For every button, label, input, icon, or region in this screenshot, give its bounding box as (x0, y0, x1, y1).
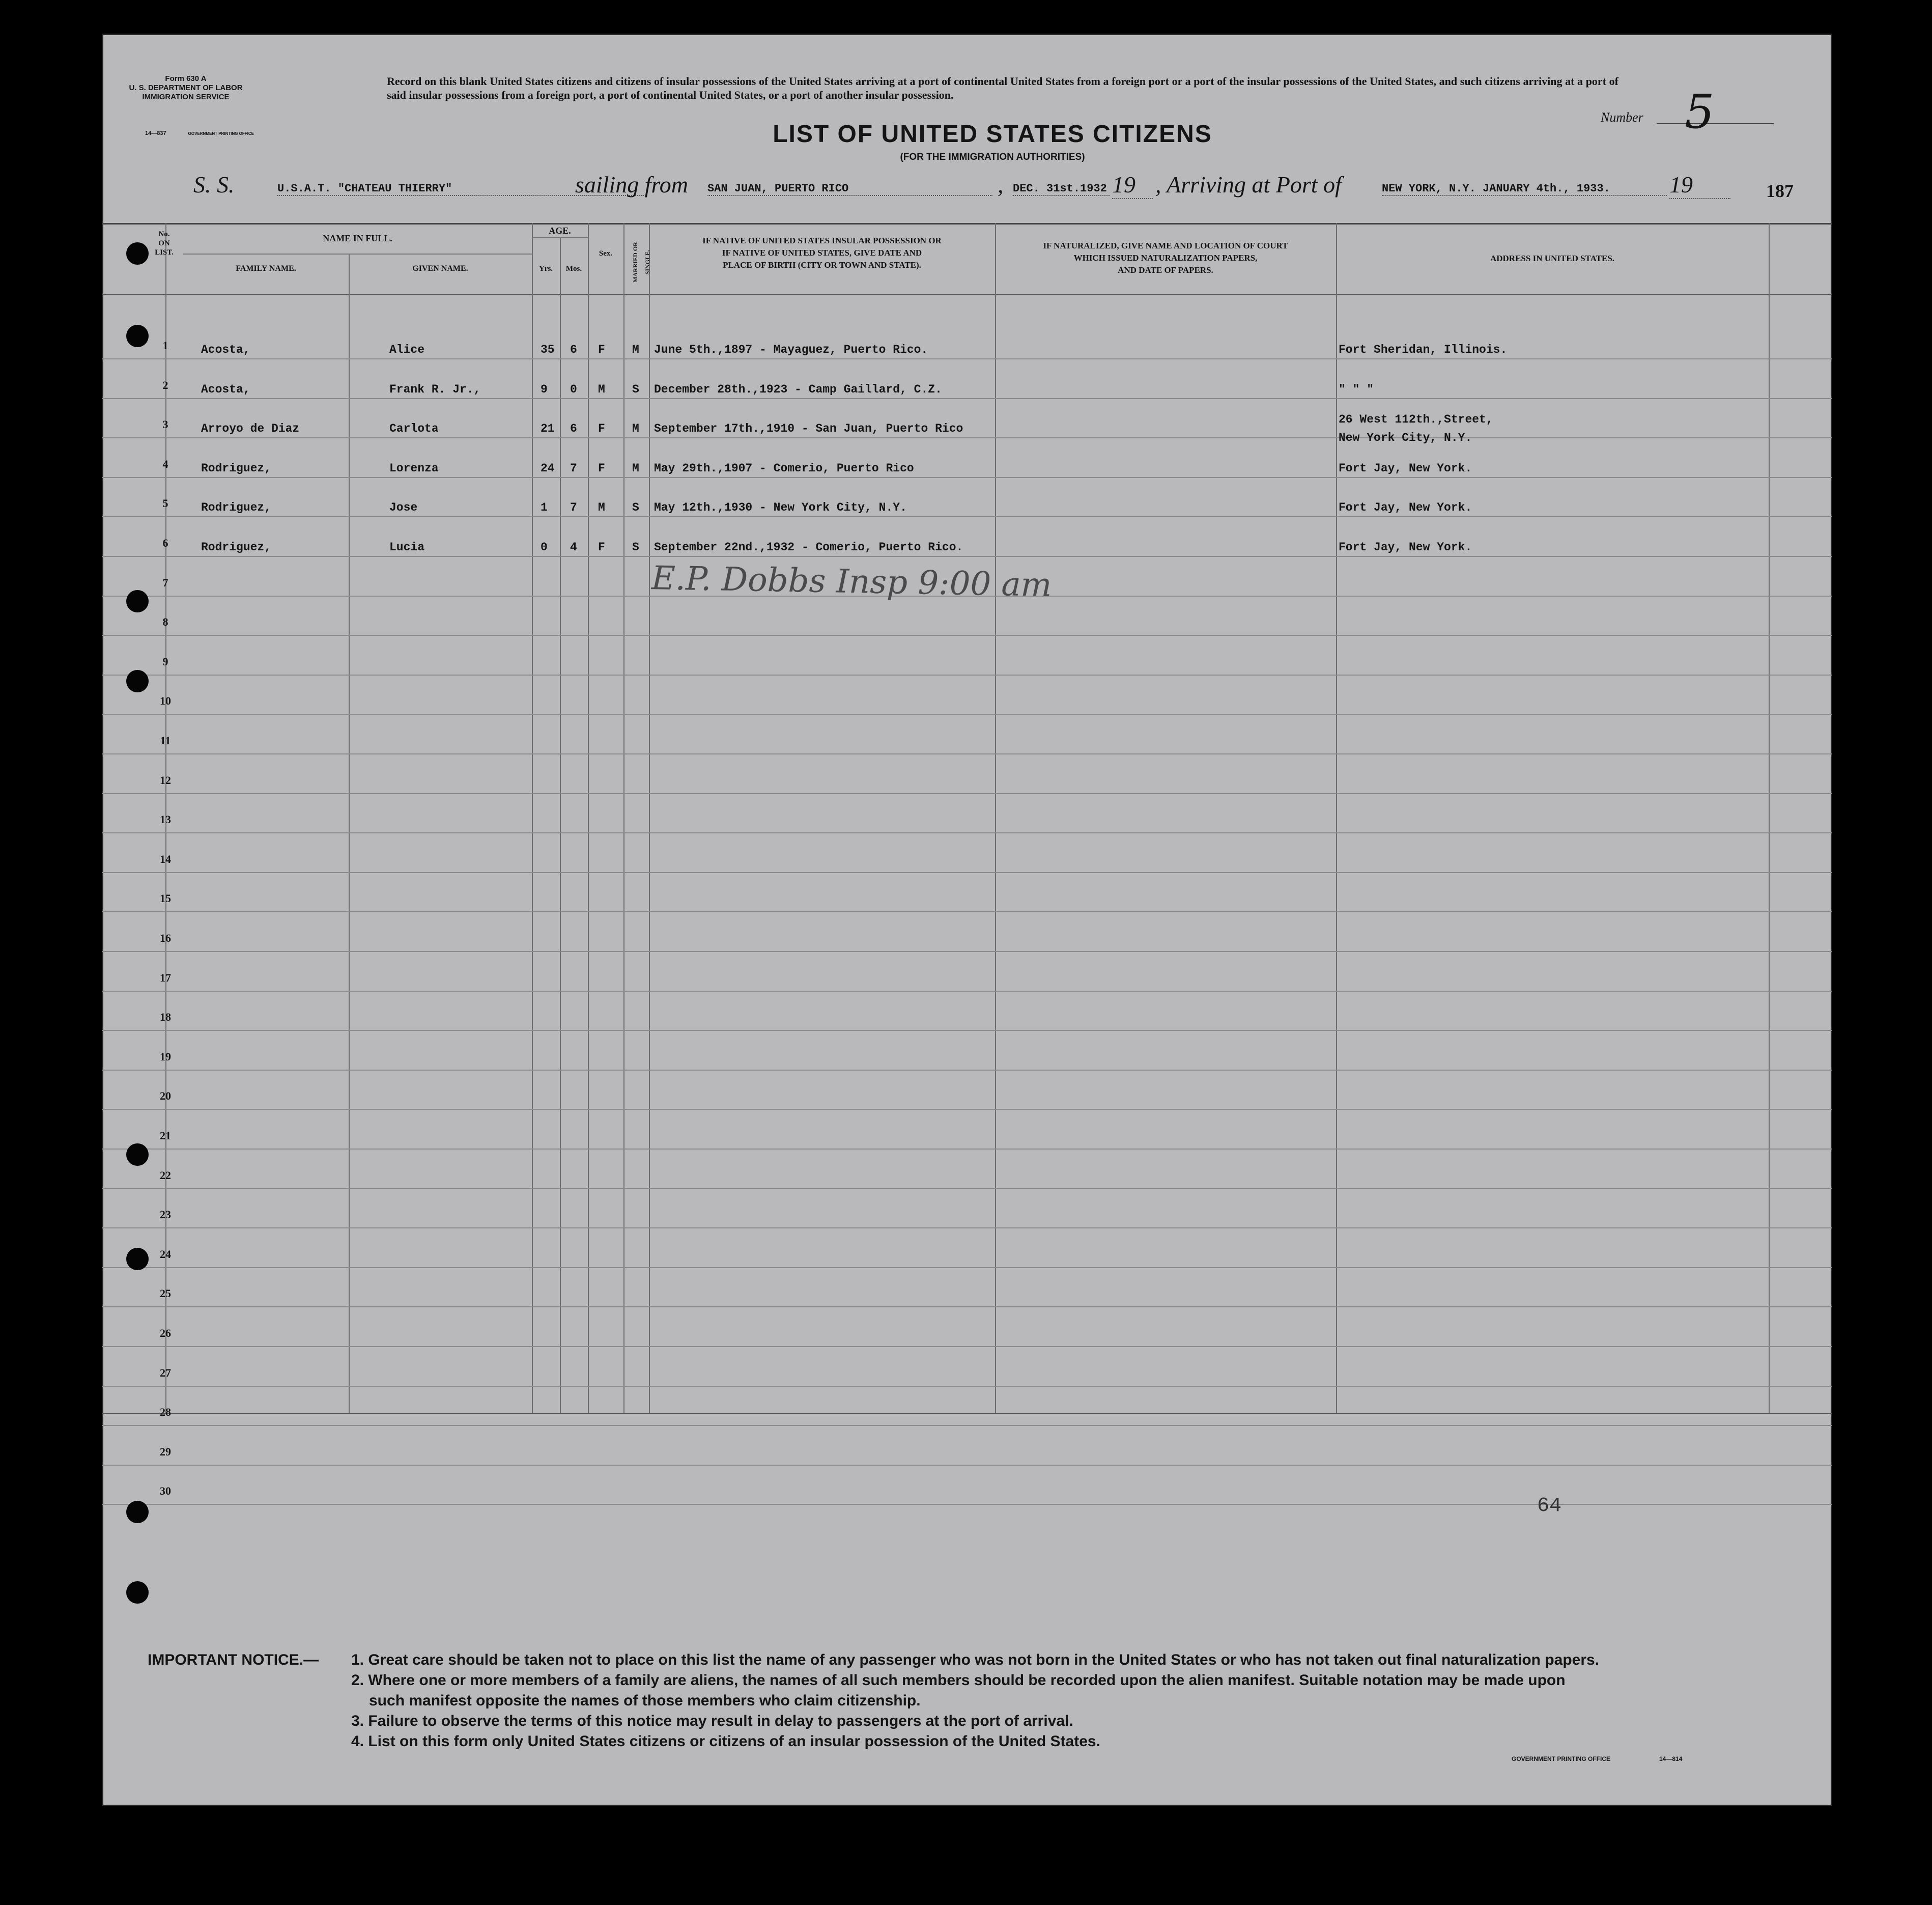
header-bottom-border (102, 294, 1832, 295)
entry-sex: M (598, 501, 605, 515)
row-rule (102, 1465, 1832, 1466)
row-number: 11 (160, 734, 171, 747)
notice-item: 1. Great care should be taken not to place on this list the name of any passenger who was not born in the United States or who has not taken out final naturalization papers. (351, 1651, 1600, 1668)
col-divider (649, 223, 650, 1413)
entry-family: Rodriguez, (201, 541, 272, 554)
entry-sex: M (598, 382, 605, 396)
form-id-block (127, 74, 244, 102)
name-header-rule (183, 254, 532, 255)
sailing-from-label: sailing from (575, 172, 688, 198)
entry-given: Carlota (389, 422, 439, 436)
bottom-number: 64 (1537, 1495, 1562, 1518)
row-number: 17 (160, 971, 171, 984)
row-rule (102, 675, 1832, 676)
entry-given: Jose (389, 501, 418, 515)
punch-hole (126, 1143, 149, 1166)
row-number: 8 (162, 615, 168, 629)
row-number: 10 (160, 694, 171, 708)
punch-hole (126, 590, 149, 612)
entry-mos: 4 (570, 541, 577, 554)
row-rule (102, 1386, 1832, 1387)
entry-given: Frank R. Jr., (389, 382, 481, 396)
header-text: ON (158, 239, 170, 247)
col-header-family: FAMILY NAME. (236, 264, 296, 273)
row-rule (102, 1227, 1832, 1228)
header-text: No. (158, 230, 170, 238)
entry-ms: S (632, 382, 639, 396)
entry-address: Fort Jay, New York. (1339, 501, 1472, 515)
row-rule (102, 358, 1832, 359)
entry-mos: 6 (570, 422, 577, 436)
punch-hole (126, 1581, 149, 1604)
footer-printer: GOVERNMENT PRINTING OFFICE (1512, 1755, 1611, 1762)
instruction-text: Record on this blank United States citizens and citizens of insular possessions of the United States arriving at a port of continental United States from a foreign port or a port of the insular possessions of the United States, and such citizens arriving at a port of said insular possessions from a foreign port, a port of continental United States, or a port of another insular possession. (387, 75, 1618, 101)
row-rule (102, 1188, 1832, 1189)
col-header-naturalized (995, 240, 1336, 276)
ship-name: U.S.A.T. "CHATEAU THIERRY" (277, 182, 644, 196)
col-header-mos: Mos. (565, 265, 582, 273)
col-header-no (145, 230, 183, 257)
form-title: LIST OF UNITED STATES CITIZENS (773, 121, 1212, 148)
row-number: 29 (160, 1445, 171, 1458)
row-number: 9 (162, 655, 168, 668)
entry-address: Fort Jay, New York. (1339, 541, 1472, 554)
comma: , (998, 172, 1004, 198)
printer-code (145, 130, 254, 136)
punch-hole (126, 325, 149, 347)
entry-yrs: 35 (541, 343, 555, 356)
entry-given: Lorenza (389, 461, 439, 475)
inspector-note: E.P. Dobbs Insp 9:00 am (651, 559, 1052, 604)
entry-yrs: 24 (541, 461, 555, 475)
row-number: 3 (162, 418, 168, 431)
entry-mos: 0 (570, 382, 577, 396)
col-header-given: GIVEN NAME. (412, 264, 468, 273)
row-rule (102, 832, 1832, 833)
entry-ms: M (632, 343, 639, 356)
row-rule (102, 1346, 1832, 1347)
number-label: Number (1601, 110, 1643, 125)
row-number: 4 (162, 457, 168, 470)
header-text: PLACE OF BIRTH (CITY OR TOWN AND STATE). (723, 260, 921, 270)
manifest-sheet (102, 34, 1832, 1806)
col-divider (995, 223, 996, 1413)
row-number: 19 (160, 1050, 171, 1063)
col-header-sex: Sex. (599, 249, 613, 258)
row-number: 27 (160, 1366, 171, 1379)
header-text: WHICH ISSUED NATURALIZATION PAPERS, (1073, 253, 1258, 263)
entry-birth: May 29th.,1907 - Comerio, Puerto Rico (654, 461, 914, 475)
col-divider (588, 223, 589, 1413)
row-number: 16 (160, 932, 171, 944)
notice-item: 4. List on this form only United States citizens or citizens of an insular possession of the United States. (351, 1733, 1100, 1750)
row-number: 26 (160, 1327, 171, 1339)
entry-sex: F (598, 422, 605, 436)
year-prefix: 19 (1112, 171, 1153, 199)
entry-yrs: 0 (541, 541, 548, 554)
row-number: 23 (160, 1208, 171, 1221)
entry-ms: M (632, 461, 639, 475)
row-number: 15 (160, 892, 171, 905)
entry-mos: 7 (570, 501, 577, 515)
entry-yrs: 21 (541, 422, 555, 436)
row-number: 13 (160, 813, 171, 826)
list-number: 5 (1685, 85, 1715, 139)
row-number: 14 (160, 852, 171, 865)
entry-family: Acosta, (201, 343, 250, 356)
printer-label: GOVERNMENT PRINTING OFFICE (188, 131, 254, 136)
row-rule (102, 477, 1832, 478)
table-bottom-border (102, 1413, 1832, 1414)
row-number: 24 (160, 1247, 171, 1260)
footer-code: 14—814 (1659, 1755, 1683, 1762)
row-rule (102, 714, 1832, 715)
header-text: LIST. (155, 248, 174, 257)
row-rule (102, 1425, 1832, 1426)
entry-family: Acosta, (201, 382, 250, 396)
punch-hole (126, 1501, 149, 1523)
col-divider (623, 223, 624, 1413)
header-text: IF NATIVE OF UNITED STATES, GIVE DATE AND (722, 248, 922, 258)
notice-item: 2. Where one or more members of a family are aliens, the names of all such members should be recorded upon the alien manifest. Suitable notation may be made upon (351, 1672, 1566, 1689)
punch-hole (126, 670, 149, 692)
entry-address: 26 West 112th.,Street, (1339, 413, 1493, 427)
col-divider (560, 237, 561, 1413)
number-underline (1657, 123, 1774, 124)
row-number: 20 (160, 1089, 171, 1103)
col-divider (532, 223, 533, 1413)
row-number: 12 (160, 773, 171, 787)
entry-sex: F (598, 461, 605, 475)
sailing-from: SAN JUAN, PUERTO RICO (707, 182, 992, 196)
row-rule (102, 951, 1832, 952)
sail-date: DEC. 31st.1932 (1013, 182, 1110, 196)
ss-label: S. S. (193, 172, 235, 198)
row-rule (102, 1030, 1832, 1031)
entry-family: Rodriguez, (201, 501, 272, 515)
col-header-yrs: Yrs. (538, 265, 553, 273)
row-rule (102, 1148, 1832, 1150)
col-divider (1336, 223, 1337, 1413)
row-number: 28 (160, 1406, 171, 1419)
row-number: 18 (160, 1011, 171, 1024)
row-number: 25 (160, 1287, 171, 1300)
form-subtitle: (FOR THE IMMIGRATION AUTHORITIES) (900, 152, 1085, 162)
entry-birth: May 12th.,1930 - New York City, N.Y. (654, 501, 907, 515)
entry-ms: S (632, 541, 639, 554)
row-rule (102, 1109, 1832, 1110)
header-text: IF NATURALIZED, GIVE NAME AND LOCATION OF COURT (1043, 241, 1288, 250)
entry-birth: June 5th.,1897 - Mayaguez, Puerto Rico. (654, 343, 928, 356)
entry-ms: M (632, 422, 639, 436)
punch-hole (126, 242, 149, 265)
entry-yrs: 1 (541, 501, 548, 515)
arriving-label: , Arriving at Port of (1155, 172, 1342, 198)
punch-hole (126, 1248, 149, 1270)
entry-address2: New York City, N.Y. (1339, 431, 1472, 445)
form-id-line: IMMIGRATION SERVICE (142, 93, 230, 101)
row-number: 7 (162, 576, 168, 589)
entry-sex: F (598, 541, 605, 554)
entry-sex: F (598, 343, 605, 356)
row-rule (102, 516, 1832, 517)
entry-given: Alice (389, 343, 425, 356)
age-header-rule (532, 237, 588, 238)
row-rule (102, 437, 1832, 438)
row-number: 5 (162, 497, 168, 510)
form-id-line: Form 630 A (165, 74, 207, 83)
col-header-age: AGE. (549, 226, 571, 236)
row-number: 2 (162, 378, 168, 391)
year-prefix: 19 (1669, 171, 1730, 199)
arrival: NEW YORK, N.Y. JANUARY 4th., 1933. (1382, 182, 1667, 196)
page-number: 187 (1766, 181, 1794, 201)
row-number: 6 (162, 537, 168, 549)
entry-family: Arroyo de Diaz (201, 422, 300, 436)
row-number: 30 (160, 1484, 171, 1498)
header-text: AND DATE OF PAPERS. (1118, 265, 1213, 275)
notice-item: such manifest opposite the names of those members who claim citizenship. (369, 1692, 921, 1709)
row-number: 22 (160, 1168, 171, 1182)
row-number: 21 (160, 1129, 171, 1142)
row-rule (102, 556, 1832, 557)
notice-item: 3. Failure to observe the terms of this notice may result in delay to passengers at the port of arrival. (351, 1713, 1073, 1729)
entry-family: Rodriguez, (201, 461, 272, 475)
col-header-address: ADDRESS IN UNITED STATES. (1490, 254, 1615, 263)
row-rule (102, 398, 1832, 399)
col-header-birth (649, 235, 995, 271)
row-rule (102, 1070, 1832, 1071)
printer-code-text: 14—837 (145, 130, 166, 136)
row-rule (102, 991, 1832, 992)
entry-birth: September 17th.,1910 - San Juan, Puerto Rico (654, 422, 963, 436)
notice-heading: IMPORTANT NOTICE.— (148, 1651, 319, 1668)
entry-birth: December 28th.,1923 - Camp Gaillard, C.Z. (654, 382, 942, 396)
row-rule (102, 1267, 1832, 1268)
col-header-married: MARRIED OR SINGLE. (632, 242, 651, 283)
entry-address: Fort Jay, New York. (1339, 461, 1472, 475)
entry-mos: 6 (570, 343, 577, 356)
table-top-border (102, 223, 1832, 225)
row-number: 1 (162, 339, 168, 352)
entry-ms: S (632, 501, 639, 515)
row-rule (102, 635, 1832, 636)
entry-birth: September 22nd.,1932 - Comerio, Puerto Rico. (654, 541, 963, 554)
entry-yrs: 9 (541, 382, 548, 396)
row-rule (102, 872, 1832, 873)
row-rule (102, 1306, 1832, 1307)
row-rule (102, 911, 1832, 912)
entry-given: Lucia (389, 541, 425, 554)
row-rule (102, 793, 1832, 794)
entry-address: Fort Sheridan, Illinois. (1339, 343, 1508, 356)
entry-address: " " " (1339, 382, 1374, 396)
header-text: IF NATIVE OF UNITED STATES INSULAR POSSESSION OR (702, 236, 942, 245)
col-divider (1769, 223, 1770, 1413)
row-rule (102, 753, 1832, 754)
row-rule (102, 1504, 1832, 1505)
form-id-line: U. S. DEPARTMENT OF LABOR (129, 83, 243, 92)
col-header-name: NAME IN FULL. (323, 233, 392, 243)
entry-mos: 7 (570, 461, 577, 475)
